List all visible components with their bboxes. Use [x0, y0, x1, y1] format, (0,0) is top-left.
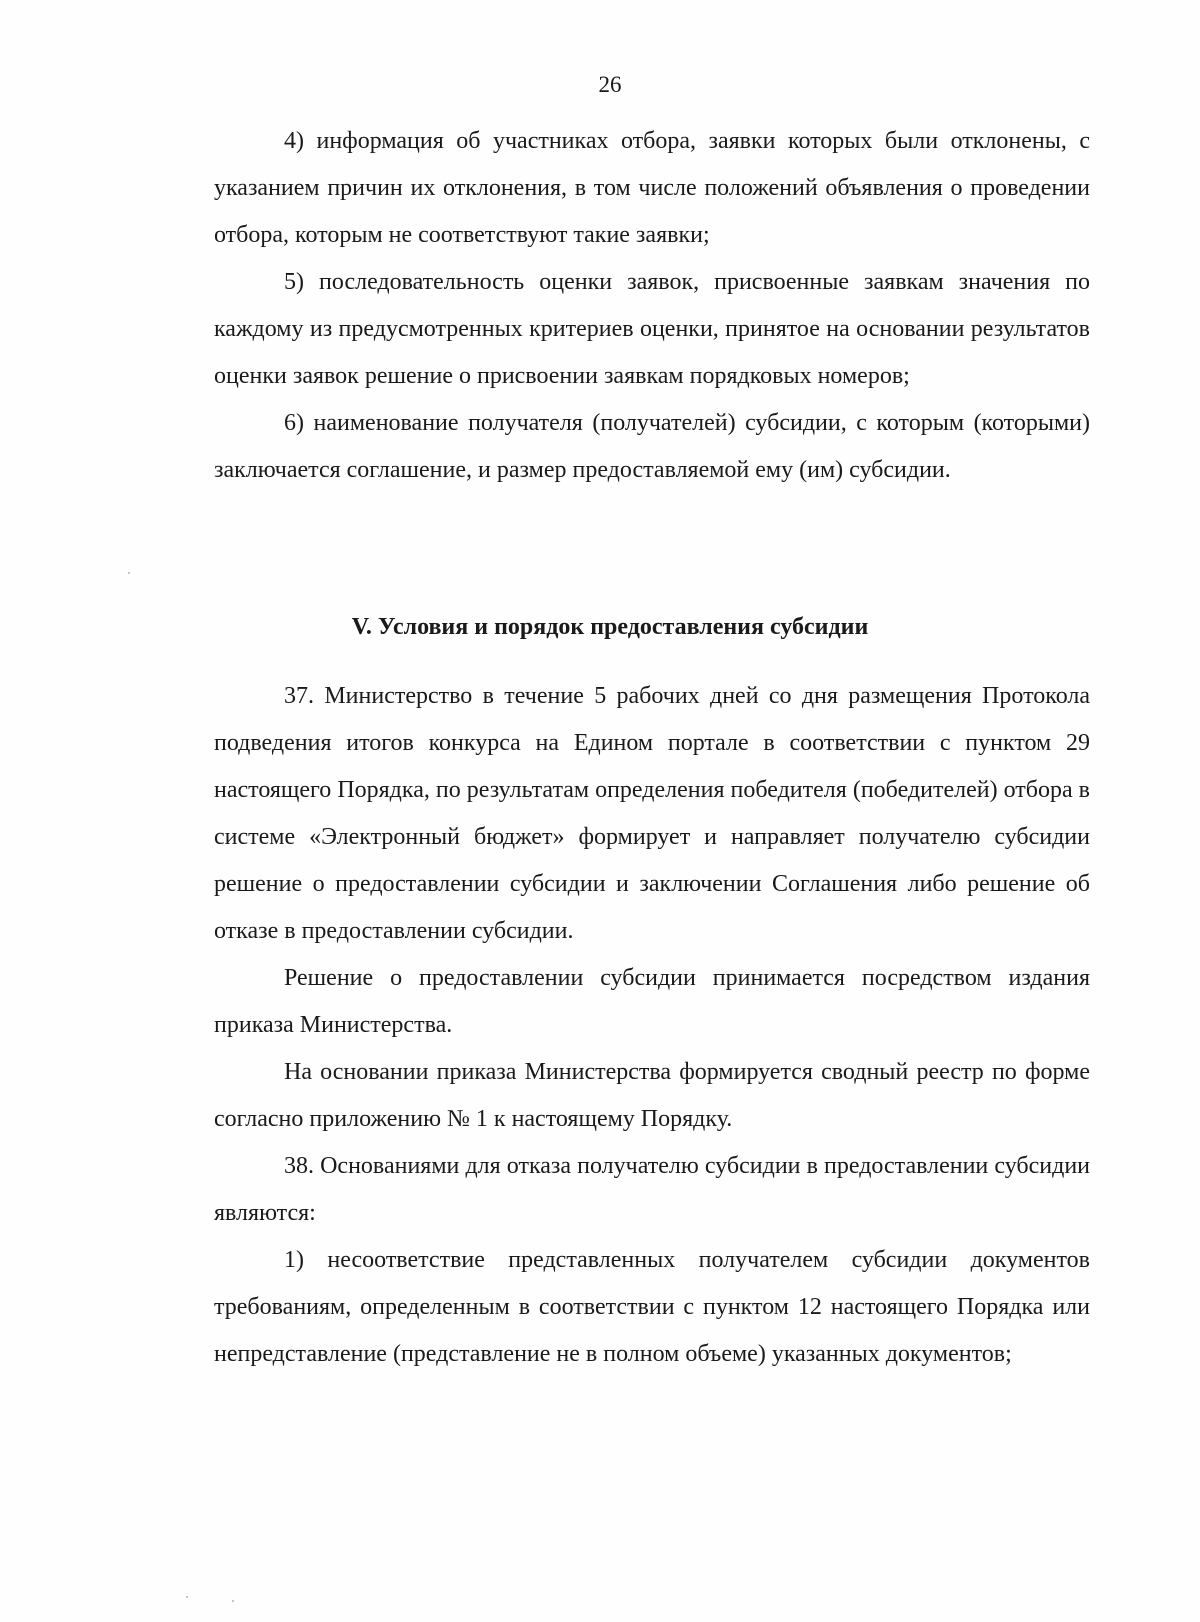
- paragraph-item-4: 4) информация об участниках отбора, заявки которых были отклонены, с указанием причин их отклонения, в том числе положений объявления о проведении отбора, которым не соответствуют такие заявки;: [214, 128, 1090, 248]
- scan-speck: [186, 1596, 188, 1598]
- text-block-bottom: [214, 673, 1090, 1378]
- paragraph-decision: Решение о предоставлении субсидии принимается посредством издания приказа Министерства.: [214, 965, 1090, 1038]
- paragraph-registry: На основании приказа Министерства формируется сводный реестр по форме согласно приложению № 1 к настоящему Порядку.: [214, 1059, 1090, 1132]
- scan-speck: [232, 1600, 234, 1602]
- paragraph-clause-37: 37. Министерство в течение 5 рабочих дней со дня размещения Протокола подведения итогов конкурса на Едином портале в соответствии с пунктом 29 настоящего Порядка, по результатам определения победителя (победителей) отбора в системе «Электронный бюджет» формирует и направляет получателю субсидии решение о предоставлении субсидии и заключении Соглашения либо решение об отказе в предоставлении субсидии.: [214, 683, 1090, 944]
- page-number: 26: [598, 72, 622, 97]
- section-heading: V. Условия и порядок предоставления субсидии: [351, 614, 869, 640]
- scan-speck: [128, 572, 130, 574]
- paragraph-clause-38: 38. Основаниями для отказа получателю субсидии в предоставлении субсидии являются:: [214, 1153, 1090, 1226]
- paragraph-item-6: 6) наименование получателя (получателей) субсидии, с которым (которыми) заключается соглашение, и размер предоставляемой ему (им) субсидии.: [214, 410, 1090, 483]
- paragraph-item-5: 5) последовательность оценки заявок, присвоенные заявкам значения по каждому из предусмотренных критериев оценки, принятое на основании результатов оценки заявок решение о присвоении заявкам порядковых номеров;: [214, 269, 1090, 389]
- text-block-top: [214, 118, 1090, 494]
- paragraph-reason-1: 1) несоответствие представленных получателем субсидии документов требованиям, определенным в соответствии с пунктом 12 настоящего Порядка или непредставление (представление не в полном объеме) указанных документов;: [214, 1247, 1090, 1367]
